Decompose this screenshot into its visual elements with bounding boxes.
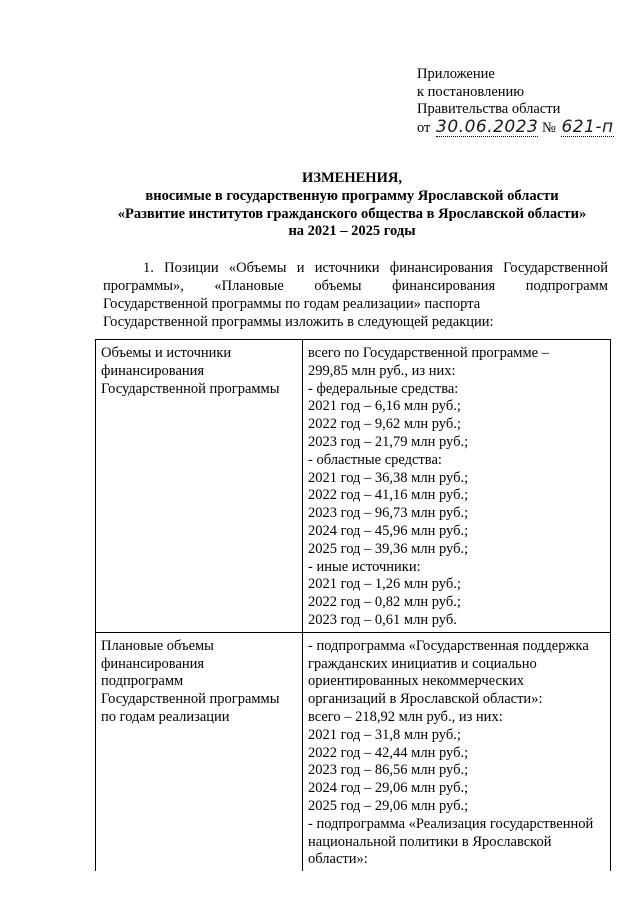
appendix-date-line: [417, 116, 614, 138]
number-prefix: №: [542, 119, 556, 136]
appendix-resolution: к постановлению: [417, 83, 525, 100]
row-1-value-line: - федеральные средства:: [308, 380, 459, 397]
handwritten-date: 30.06.2023: [436, 116, 539, 137]
row-1-value-line: 2023 год – 21,79 млн руб.;: [308, 433, 469, 450]
intro-paragraph: [103, 259, 608, 331]
intro-text-last-line: Государственной программы изложить в следующей редакции:: [103, 314, 494, 330]
row-1-value-line: 2023 год – 96,73 млн руб.;: [308, 505, 469, 522]
title-line-3: «Развитие институтов гражданского общества в Ярославской области»: [117, 205, 587, 222]
appendix-government: Правительства области: [417, 101, 561, 117]
row-2-value-line: 2024 год – 29,06 млн руб.;: [308, 780, 469, 797]
row-2-value-line: всего – 218,92 млн руб., из них:: [308, 708, 503, 725]
document-title: [96, 170, 608, 241]
row-2-value-line: организаций в Ярославской области»:: [308, 691, 543, 708]
row-2-value-line: - подпрограмма «Реализация государственной: [308, 815, 594, 832]
row-2-label-line: Плановые объемы: [101, 637, 214, 654]
row-1-value-line: 2021 год – 6,16 млн руб.;: [308, 398, 461, 415]
row-1-value-line: 2025 год – 39,36 млн руб.;: [308, 540, 469, 557]
row-2-label-line: по годам реализации: [101, 708, 230, 725]
appendix-label: Приложение: [417, 66, 495, 82]
row-2-value-line: - подпрограмма «Государственная поддержка: [308, 637, 589, 654]
row-2-value-line: ориентированных некоммерческих: [308, 673, 525, 690]
passport-table: [95, 339, 611, 871]
row-1-label-cell: [96, 340, 303, 633]
row-1-value-line: - иные источники:: [308, 558, 421, 575]
row-1-value-line: 299,85 млн руб., из них:: [308, 362, 456, 379]
row-1-value-line: 2021 год – 36,38 млн руб.;: [308, 469, 469, 486]
row-2-value-line: 2021 год – 31,8 млн руб.;: [308, 726, 461, 743]
title-line-4: на 2021 – 2025 годы: [288, 223, 416, 240]
row-1-value-line: 2021 год – 1,26 млн руб.;: [308, 576, 461, 593]
row-2-label-line: Государственной программы: [101, 691, 280, 708]
row-1-value-line: всего по Государственной программе –: [308, 345, 549, 361]
row-1-value-line: 2022 год – 0,82 млн руб.;: [308, 594, 461, 611]
title-heading: ИЗМЕНЕНИЯ,: [302, 170, 402, 186]
table-row-subprograms: [96, 632, 611, 871]
row-2-value-cell: [303, 632, 611, 871]
table-row-funding: [96, 340, 611, 633]
row-2-value-line: гражданских инициатив и социально: [308, 655, 537, 672]
date-prefix: от: [417, 119, 431, 136]
row-1-value-line: 2022 год – 9,62 млн руб.;: [308, 416, 461, 433]
row-2-value-line: области»:: [308, 851, 368, 868]
row-2-value-line: 2022 год – 42,44 млн руб.;: [308, 744, 469, 761]
row-1-label-line: финансирования: [101, 362, 205, 379]
row-1-label-line: Государственной программы: [101, 380, 280, 397]
row-2-label-line: финансирования: [101, 655, 205, 672]
row-1-value-line: 2022 год – 41,16 млн руб.;: [308, 487, 469, 504]
row-2-value-line: 2023 год – 86,56 млн руб.;: [308, 762, 469, 779]
appendix-header: [417, 66, 614, 137]
row-2-label-cell: [96, 632, 303, 871]
row-2-value-line: 2025 год – 29,06 млн руб.;: [308, 797, 469, 814]
intro-text: 1. Позиции «Объемы и источники финансирования Государственной программы», «Плановые объемы финансирования подпрограмм Государственной программы по годам реализации» паспорта: [103, 260, 608, 312]
row-1-value-line: 2023 год – 0,61 млн руб.: [308, 611, 457, 628]
row-1-label-line: Объемы и источники: [101, 345, 232, 361]
row-2-label-line: подпрограмм: [101, 673, 184, 690]
handwritten-number: 621-п: [561, 116, 614, 137]
title-line-2: вносимые в государственную программу Ярославской области: [145, 187, 559, 204]
row-1-value-cell: [303, 340, 611, 633]
row-1-value-line: - областные средства:: [308, 451, 442, 468]
row-1-value-line: 2024 год – 45,96 млн руб.;: [308, 522, 469, 539]
row-2-value-line: национальной политики в Ярославской: [308, 833, 552, 850]
